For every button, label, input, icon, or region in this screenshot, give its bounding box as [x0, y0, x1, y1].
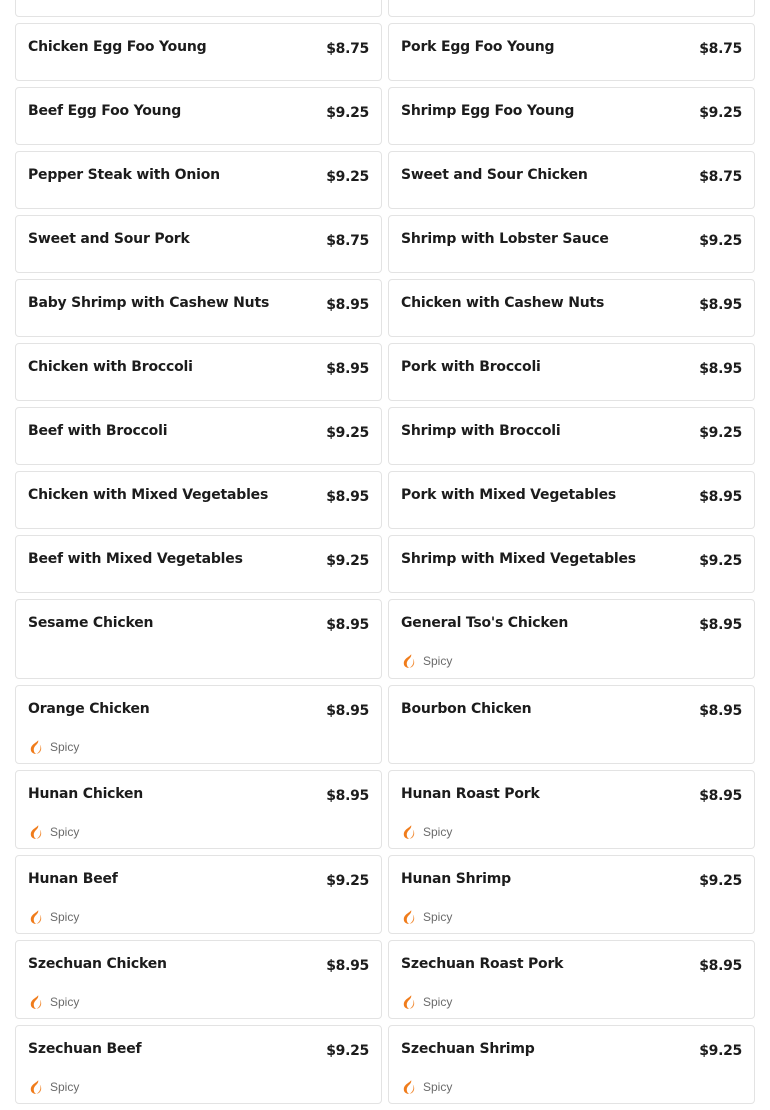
menu-item-price: $9.25	[699, 425, 742, 441]
menu-item-price: $8.95	[326, 489, 369, 505]
menu-item-name: Szechuan Beef	[28, 1041, 142, 1057]
flame-icon	[401, 653, 417, 669]
spicy-tag	[401, 824, 452, 840]
menu-item-price: $9.25	[326, 169, 369, 185]
menu-item-name: Szechuan Roast Pork	[401, 956, 564, 972]
menu-item-header	[401, 486, 742, 506]
menu-item-name: Hunan Beef	[28, 871, 118, 887]
menu-item-header	[28, 785, 369, 805]
menu-item-card[interactable]	[388, 855, 755, 934]
menu-item-price: $8.95	[699, 958, 742, 974]
menu-item-price: $9.25	[699, 233, 742, 249]
menu-item-price: $8.95	[699, 617, 742, 633]
menu-item-price: $9.25	[326, 1043, 369, 1059]
spicy-label: Spicy	[423, 910, 453, 924]
menu-item-card[interactable]	[15, 1025, 382, 1104]
menu-item-name: Pork with Mixed Vegetables	[401, 487, 617, 503]
spicy-tag	[401, 994, 452, 1010]
spicy-tag	[28, 1079, 79, 1095]
menu-item-price: $8.75	[326, 233, 369, 249]
menu-item-price: $8.95	[326, 617, 369, 633]
menu-item-name: Sweet and Sour Chicken	[401, 167, 588, 183]
menu-item-name: Szechuan Chicken	[28, 956, 167, 972]
menu-item-header	[28, 614, 369, 634]
menu-item-name: General Tso's Chicken	[401, 615, 569, 631]
menu-item-header	[28, 166, 369, 186]
spicy-label: Spicy	[50, 995, 80, 1009]
menu-item-header	[28, 230, 369, 250]
menu-item-card[interactable]	[388, 940, 755, 1019]
menu-item-header	[28, 102, 369, 122]
menu-item-card[interactable]	[388, 770, 755, 849]
menu-item-card[interactable]	[388, 1025, 755, 1104]
menu-item-price: $8.95	[326, 703, 369, 719]
menu-item-header	[28, 550, 369, 570]
menu-item-header	[28, 486, 369, 506]
menu-item-price: $8.95	[326, 361, 369, 377]
menu-item-card[interactable]	[15, 940, 382, 1019]
menu-item-name: Beef with Mixed Vegetables	[28, 551, 243, 567]
menu-item-header	[28, 1040, 369, 1060]
menu-item-name: Sweet and Sour Pork	[28, 231, 190, 247]
spicy-label: Spicy	[50, 825, 80, 839]
flame-icon	[28, 1079, 44, 1095]
flame-icon	[28, 994, 44, 1010]
menu-item-card[interactable]	[15, 23, 382, 81]
menu-item-name: Chicken Egg Foo Young	[28, 39, 207, 55]
spicy-tag	[28, 824, 79, 840]
flame-icon	[401, 1079, 417, 1095]
menu-item-name: Szechuan Shrimp	[401, 1041, 535, 1057]
spicy-label: Spicy	[50, 740, 80, 754]
menu-item-header	[401, 166, 742, 186]
menu-item-price: $9.25	[699, 873, 742, 889]
flame-icon	[401, 994, 417, 1010]
menu-item-name: Beef Egg Foo Young	[28, 103, 182, 119]
menu-item-card[interactable]	[15, 855, 382, 934]
menu-item-name: Hunan Shrimp	[401, 871, 511, 887]
menu-item-name: Pork Egg Foo Young	[401, 39, 555, 55]
menu-item-header	[401, 550, 742, 570]
flame-icon	[28, 739, 44, 755]
menu-item-price: $9.25	[326, 553, 369, 569]
menu-item-header	[401, 785, 742, 805]
menu-item-header	[401, 1040, 742, 1060]
menu-item-price: $8.75	[326, 41, 369, 57]
spicy-label: Spicy	[423, 654, 453, 668]
menu-item-card[interactable]	[15, 770, 382, 849]
menu-item-name: Shrimp with Broccoli	[401, 423, 561, 439]
menu-item-card[interactable]	[388, 279, 755, 337]
menu-item-card[interactable]	[388, 599, 755, 679]
menu-item-card[interactable]	[15, 685, 382, 764]
menu-item-header	[401, 294, 742, 314]
menu-item-price: $9.25	[326, 105, 369, 121]
menu-item-name: Sesame Chicken	[28, 615, 154, 631]
spicy-tag	[28, 739, 79, 755]
flame-icon	[28, 824, 44, 840]
menu-item-price: $9.25	[326, 873, 369, 889]
menu-item-header	[401, 422, 742, 442]
menu-item-card[interactable]	[388, 685, 755, 764]
menu-item-card[interactable]	[388, 0, 755, 17]
menu-item-price: $9.25	[699, 1043, 742, 1059]
menu-item-price: $8.95	[699, 297, 742, 313]
spicy-label: Spicy	[423, 825, 453, 839]
menu-item-card[interactable]	[388, 87, 755, 145]
menu-item-header	[28, 38, 369, 58]
flame-icon	[401, 824, 417, 840]
menu-item-header	[401, 358, 742, 378]
menu-item-name: Baby Shrimp with Cashew Nuts	[28, 295, 270, 311]
menu-item-header	[28, 294, 369, 314]
spicy-label: Spicy	[50, 910, 80, 924]
menu-item-price: $9.25	[326, 425, 369, 441]
menu-items-grid	[15, 0, 755, 1110]
menu-item-card[interactable]	[388, 343, 755, 401]
menu-item-header	[401, 700, 742, 720]
menu-item-price: $8.95	[699, 361, 742, 377]
menu-item-card[interactable]	[15, 0, 382, 17]
menu-item-header	[401, 870, 742, 890]
menu-item-card[interactable]	[15, 151, 382, 209]
menu-item-card[interactable]	[15, 599, 382, 679]
menu-item-price: $8.95	[699, 788, 742, 804]
menu-item-card[interactable]	[388, 23, 755, 81]
menu-item-name: Hunan Roast Pork	[401, 786, 540, 802]
menu-item-header	[401, 230, 742, 250]
menu-item-card[interactable]	[15, 471, 382, 529]
spicy-label: Spicy	[423, 995, 453, 1009]
flame-icon	[28, 909, 44, 925]
menu-item-card[interactable]	[15, 535, 382, 593]
menu-item-header	[401, 38, 742, 58]
menu-item-header	[28, 358, 369, 378]
menu-item-card[interactable]	[388, 407, 755, 465]
menu-item-name: Shrimp with Lobster Sauce	[401, 231, 609, 247]
menu-item-card[interactable]	[15, 343, 382, 401]
menu-item-header	[401, 614, 742, 634]
menu-item-card[interactable]	[15, 87, 382, 145]
menu-item-card[interactable]	[388, 471, 755, 529]
menu-item-card[interactable]	[388, 151, 755, 209]
menu-item-name: Shrimp with Mixed Vegetables	[401, 551, 636, 567]
menu-item-header	[28, 870, 369, 890]
menu-item-header	[401, 102, 742, 122]
flame-icon	[401, 909, 417, 925]
menu-item-name: Beef with Broccoli	[28, 423, 168, 439]
spicy-tag	[401, 909, 452, 925]
menu-item-card[interactable]	[388, 535, 755, 593]
menu-item-price: $9.25	[699, 553, 742, 569]
menu-item-name: Pepper Steak with Onion	[28, 167, 220, 183]
menu-item-name: Chicken with Broccoli	[28, 359, 193, 375]
spicy-tag	[28, 909, 79, 925]
menu-item-price: $8.95	[326, 958, 369, 974]
menu-item-name: Pork with Broccoli	[401, 359, 541, 375]
menu-item-price: $8.95	[326, 297, 369, 313]
spicy-label: Spicy	[50, 1080, 80, 1094]
menu-item-name: Chicken with Mixed Vegetables	[28, 487, 269, 503]
menu-item-header	[28, 700, 369, 720]
menu-item-name: Hunan Chicken	[28, 786, 144, 802]
menu-item-card[interactable]	[388, 215, 755, 273]
menu-item-header	[401, 955, 742, 975]
spicy-tag	[401, 653, 452, 669]
spicy-tag	[28, 994, 79, 1010]
menu-item-header	[28, 955, 369, 975]
spicy-label: Spicy	[423, 1080, 453, 1094]
menu-item-price: $8.95	[699, 489, 742, 505]
menu-item-card[interactable]	[15, 279, 382, 337]
menu-item-card[interactable]	[15, 407, 382, 465]
menu-item-card[interactable]	[15, 215, 382, 273]
menu-item-name: Chicken with Cashew Nuts	[401, 295, 605, 311]
menu-item-price: $8.95	[326, 788, 369, 804]
menu-item-name: Bourbon Chicken	[401, 701, 532, 717]
menu-item-price: $9.25	[699, 105, 742, 121]
spicy-tag	[401, 1079, 452, 1095]
menu-item-price: $8.95	[699, 703, 742, 719]
menu-item-price: $8.75	[699, 169, 742, 185]
menu-item-price: $8.75	[699, 41, 742, 57]
menu-item-name: Orange Chicken	[28, 701, 150, 717]
menu-item-name: Shrimp Egg Foo Young	[401, 103, 575, 119]
menu-item-header	[28, 422, 369, 442]
